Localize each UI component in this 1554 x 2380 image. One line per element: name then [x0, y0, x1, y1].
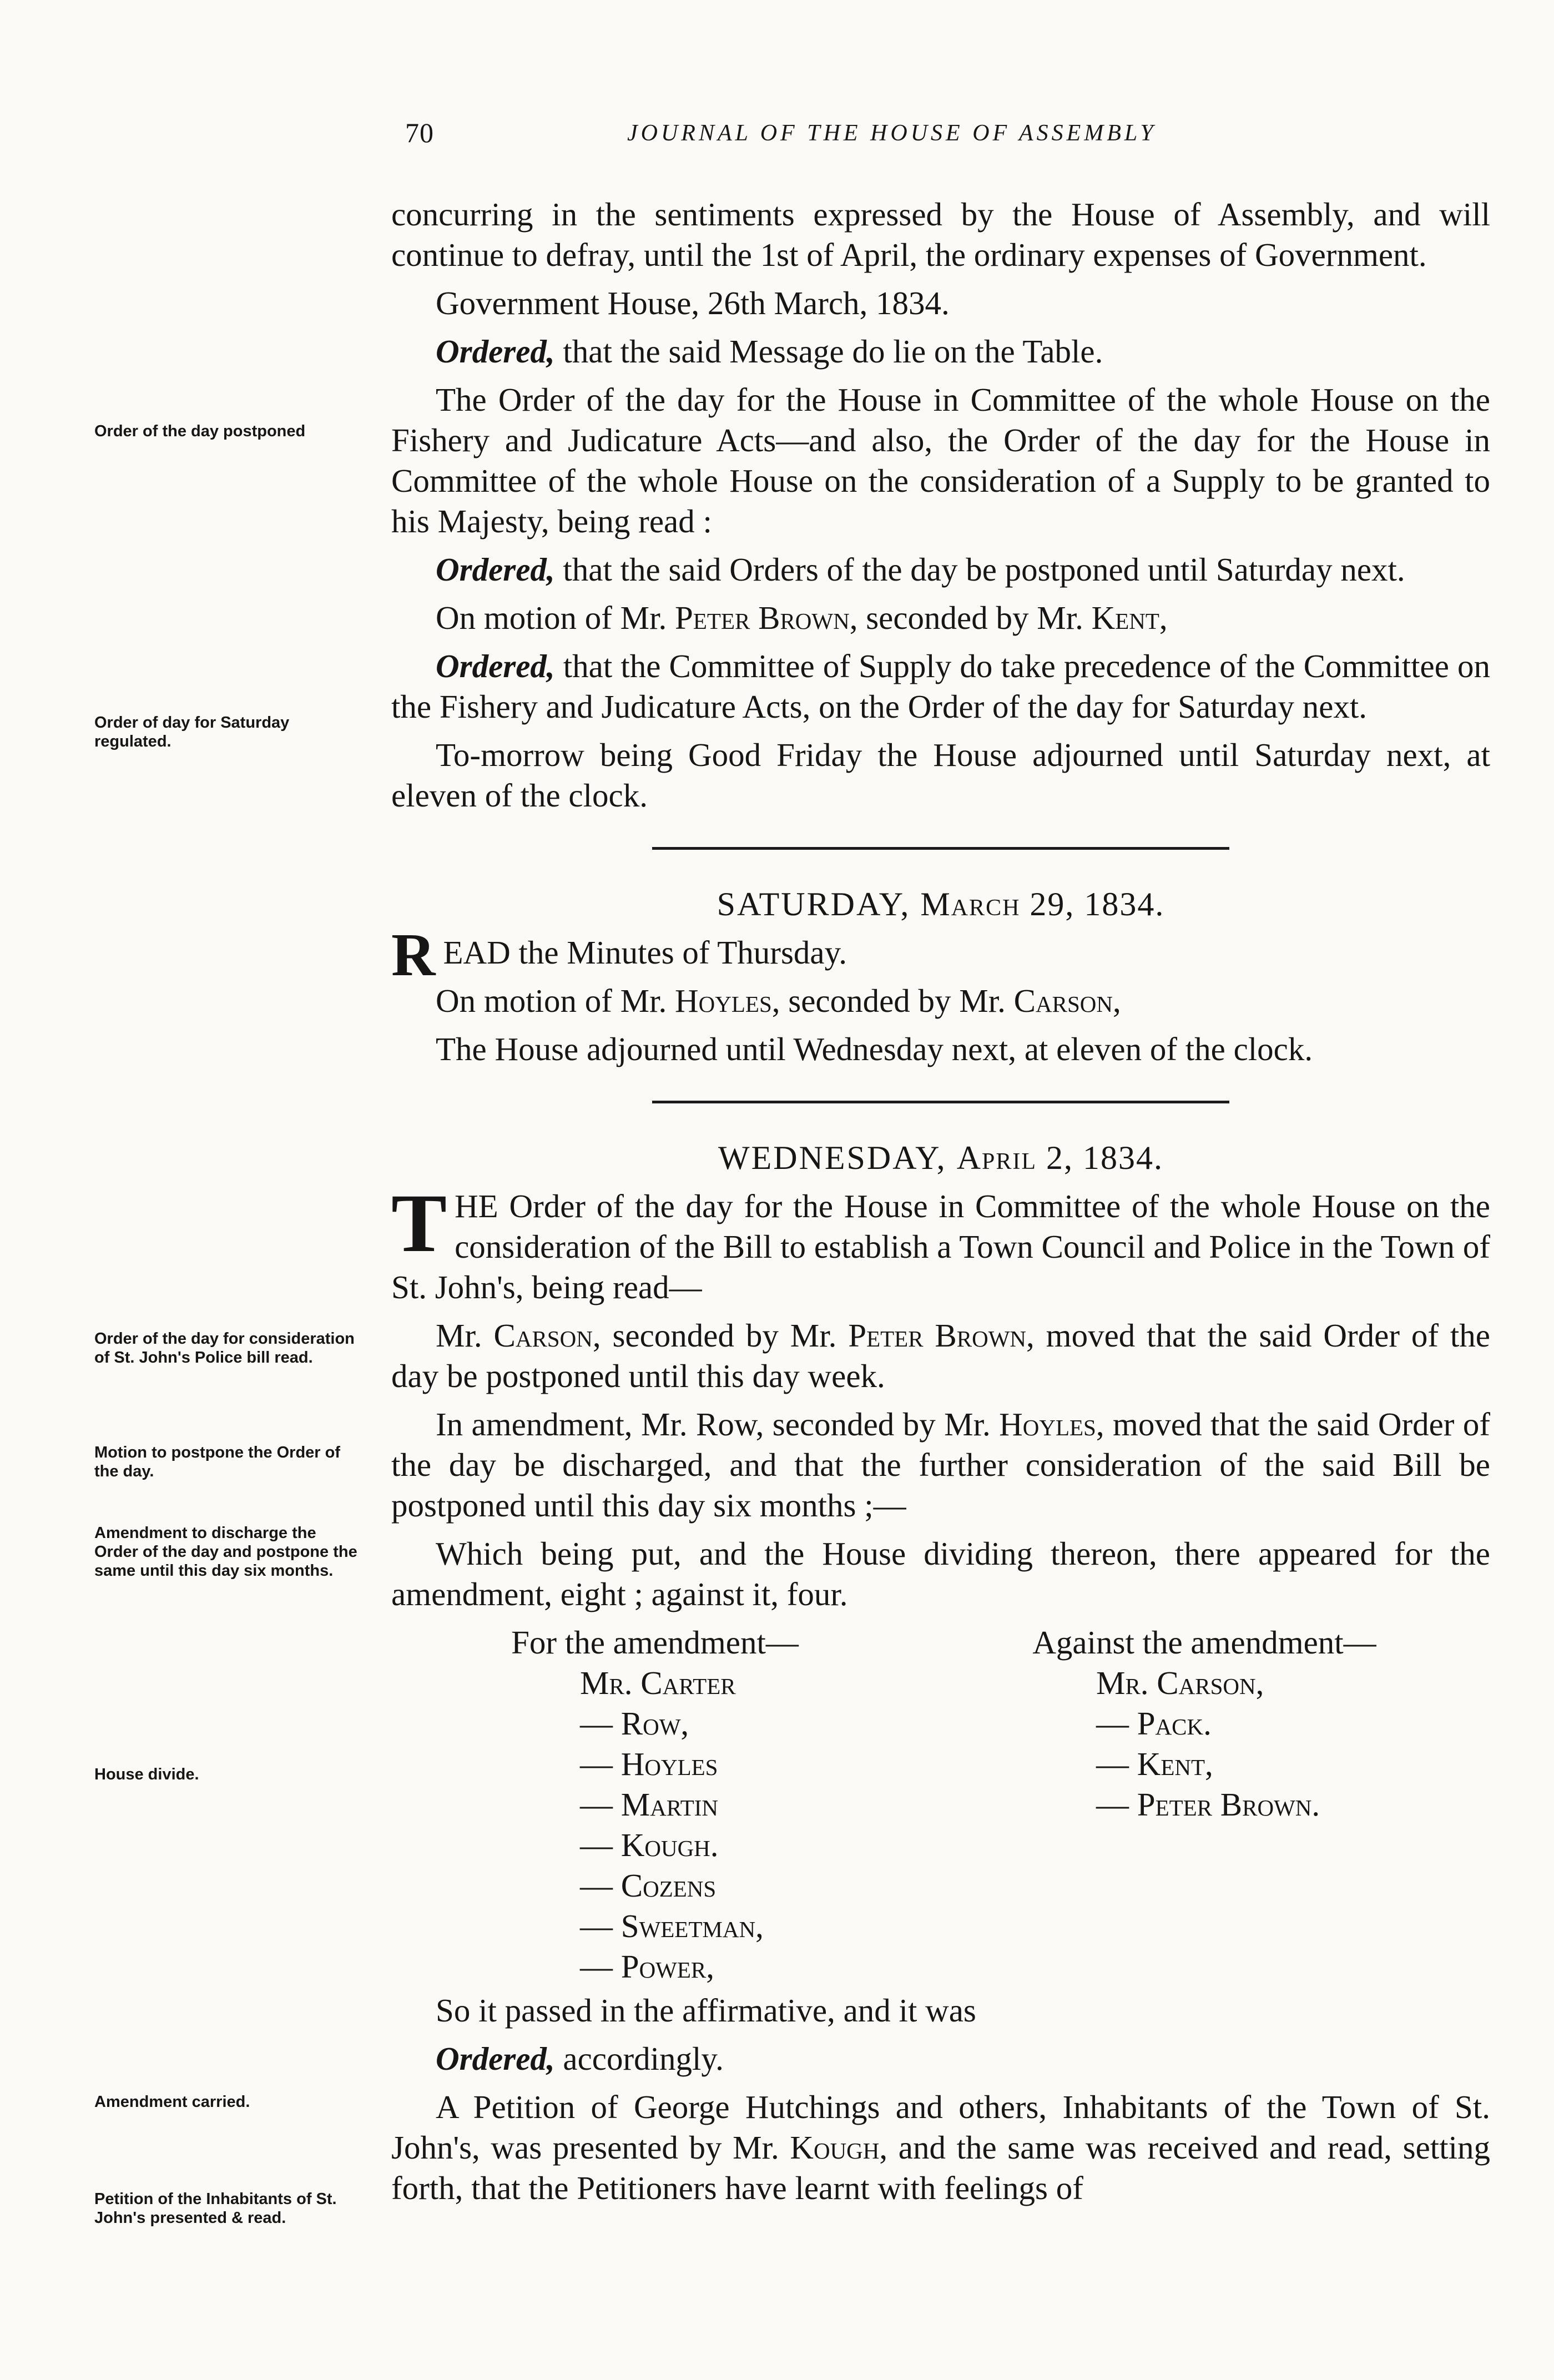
paragraph: The House adjourned until Wednesday next, at eleven of the clock. [436, 1031, 1313, 1067]
paragraph-text: In amendment, Mr. Row, seconded by Mr. [436, 1406, 1000, 1443]
ordered-label: Ordered, [436, 551, 555, 588]
voter-name [391, 1947, 941, 1987]
paragraph-text: On motion of Mr. [436, 982, 675, 1019]
paragraph-text: Mr. [436, 1317, 494, 1354]
against-amendment-column [941, 1622, 1490, 1987]
ordered-label: Ordered, [436, 333, 555, 370]
paragraph [391, 981, 1490, 1021]
paragraph [391, 549, 1490, 590]
voter-name [391, 1744, 941, 1784]
paragraph-text: On motion of Mr. [436, 599, 675, 636]
voter-name-text: — Kough. [580, 1827, 719, 1863]
paragraph [391, 2087, 1490, 2208]
paragraph [391, 1177, 1490, 1308]
section-divider [652, 1101, 1229, 1103]
ordered-label: Ordered, [436, 2040, 555, 2077]
paragraph-text: , seconded by Mr. [592, 1317, 849, 1354]
voter-name-text: — Peter Brown. [1096, 1786, 1320, 1823]
paragraph-text: accordingly. [554, 2040, 724, 2077]
journal-title: JOURNAL OF THE HOUSE OF ASSEMBLY [627, 120, 1157, 146]
paragraph: concurring in the sentiments expressed by the House of Assembly, and will continue to defray, until the 1st of April, the ordinary expenses of Government. [391, 196, 1490, 273]
section-heading-wednesday [391, 1138, 1490, 1178]
for-amendment-column [391, 1622, 941, 1987]
heading-day: WEDNESDAY, [718, 1139, 947, 1176]
margin-note-police-bill-read: Order of the day for consideration of St. John's Police bill read. [94, 1330, 355, 1367]
member-name: Hoyles [999, 1406, 1096, 1443]
for-amendment-heading: For the amendment— [511, 1624, 799, 1661]
member-name: Kent [1091, 599, 1159, 636]
voter-name [391, 1825, 941, 1865]
paragraph-text: that the said Orders of the day be postponed until Saturday next. [554, 551, 1405, 588]
voter-name [391, 1906, 941, 1947]
voter-name-text: — Cozens [580, 1867, 717, 1904]
paragraph-text: EAD the Minutes of Thursday. [443, 934, 847, 971]
drop-cap: T [391, 1177, 447, 1269]
heading-date: April 2, 1834. [956, 1139, 1164, 1176]
voter-name-text: — Power, [580, 1948, 715, 1985]
paragraph: The Order of the day for the House in Committee of the whole House on the Fishery and Judicature Acts—and also, the Order of the day for the House in Committee of the whole House on the consideration of a Supply to be granted to his Majesty, being read : [391, 381, 1490, 539]
margin-note-saturday-regulated: Order of day for Saturday regulated. [94, 714, 290, 750]
paragraph-text: , seconded by Mr. [771, 982, 1014, 1019]
section-divider [652, 847, 1229, 850]
dateline: Government House, 26th March, 1834. [436, 285, 950, 321]
paragraph-text: , [1159, 599, 1168, 636]
ordered-label: Ordered, [436, 648, 555, 684]
voter-name-text: Mr. Carson, [1096, 1665, 1264, 1701]
voter-name-text: Mr. Carter [580, 1665, 736, 1701]
margin-note-amendment-discharge: Amendment to discharge the Order of the day and postpone the same until this day six months. [94, 1524, 357, 1580]
paragraph [391, 331, 1490, 372]
heading-date: March 29, 1834. [920, 886, 1165, 922]
drop-cap: R [391, 921, 436, 989]
margin-note-order-postponed: Order of the day postponed [94, 422, 306, 440]
member-name: Carson [1013, 982, 1113, 1019]
member-name: Peter Brown [848, 1317, 1027, 1354]
paragraph-text: A Petition of George Hutchings and others, Inhabitants of the Town of St. John's, was presented by Mr. [391, 2089, 1490, 2166]
voter-name [941, 1744, 1490, 1784]
paragraph-text: , moved that the said Order of the day be postponed until this day week. [391, 1317, 1490, 1394]
margin-note-amendment-carried: Amendment carried. [94, 2093, 250, 2111]
paragraph: So it passed in the affirmative, and it was [436, 1992, 976, 2029]
voter-name-text: — Kent, [1096, 1746, 1213, 1782]
paragraph-text: , seconded by Mr. [849, 599, 1092, 636]
voter-name [391, 1784, 941, 1825]
paragraph [391, 2039, 1490, 2079]
paragraph-text: , and the same was received and read, setting forth, that the Petitioners have learnt with feelings of [391, 2129, 1490, 2206]
paragraph-text: , [1112, 982, 1121, 1019]
section-heading-saturday [391, 884, 1490, 925]
paragraph [391, 1315, 1490, 1396]
margin-note-motion-postpone: Motion to postpone the Order of the day. [94, 1444, 341, 1480]
paragraph: To-morrow being Good Friday the House adjourned until Saturday next, at eleven of the clock. [391, 737, 1490, 814]
member-name: Kough [790, 2129, 880, 2166]
member-name: Hoyles [675, 982, 772, 1019]
voter-name-text: — Pack. [1096, 1705, 1212, 1742]
paragraph-text: , moved that the said Order of the day be discharged, and that the further consideration of the said Bill be postponed until this day six months ;— [391, 1406, 1490, 1524]
paragraph [391, 921, 1490, 989]
voter-name [391, 1703, 941, 1744]
voter-name-text: — Row, [580, 1705, 689, 1742]
member-name: Carson [493, 1317, 593, 1354]
margin-note-petition-presented: Petition of the Inhabitants of St. John's presented & read. [94, 2190, 337, 2227]
heading-day: SATURDAY, [717, 886, 911, 922]
voter-name-text: — Sweetman, [580, 1908, 764, 1944]
paragraph [391, 598, 1490, 638]
journal-body [391, 194, 1490, 2216]
paragraph-text: HE Order of the day for the House in Committee of the whole House on the consideration of the Bill to establish a Town Council and Police in the Town of St. John's, being read— [391, 1188, 1490, 1305]
voter-name [941, 1784, 1490, 1825]
against-amendment-heading: Against the amendment— [1032, 1624, 1376, 1661]
margin-note-house-divide: House divide. [94, 1766, 199, 1783]
voter-name-text: — Hoyles [580, 1746, 718, 1782]
voter-name [391, 1663, 941, 1703]
member-name: Peter Brown [675, 599, 850, 636]
voter-name [391, 1865, 941, 1906]
paragraph [391, 1404, 1490, 1526]
paragraph-text: that the Committee of Supply do take precedence of the Committee on the Fishery and Judicature Acts, on the Order of the day for Saturday next. [391, 648, 1490, 725]
division-list [391, 1622, 1490, 1987]
paragraph: Which being put, and the House dividing thereon, there appeared for the amendment, eight ; against it, four. [391, 1535, 1490, 1612]
paragraph-text: that the said Message do lie on the Table. [554, 333, 1103, 370]
voter-name-text: — Martin [580, 1786, 719, 1823]
paragraph [391, 646, 1490, 727]
voter-name [941, 1703, 1490, 1744]
voter-name [941, 1663, 1490, 1703]
page-number: 70 [405, 117, 434, 148]
